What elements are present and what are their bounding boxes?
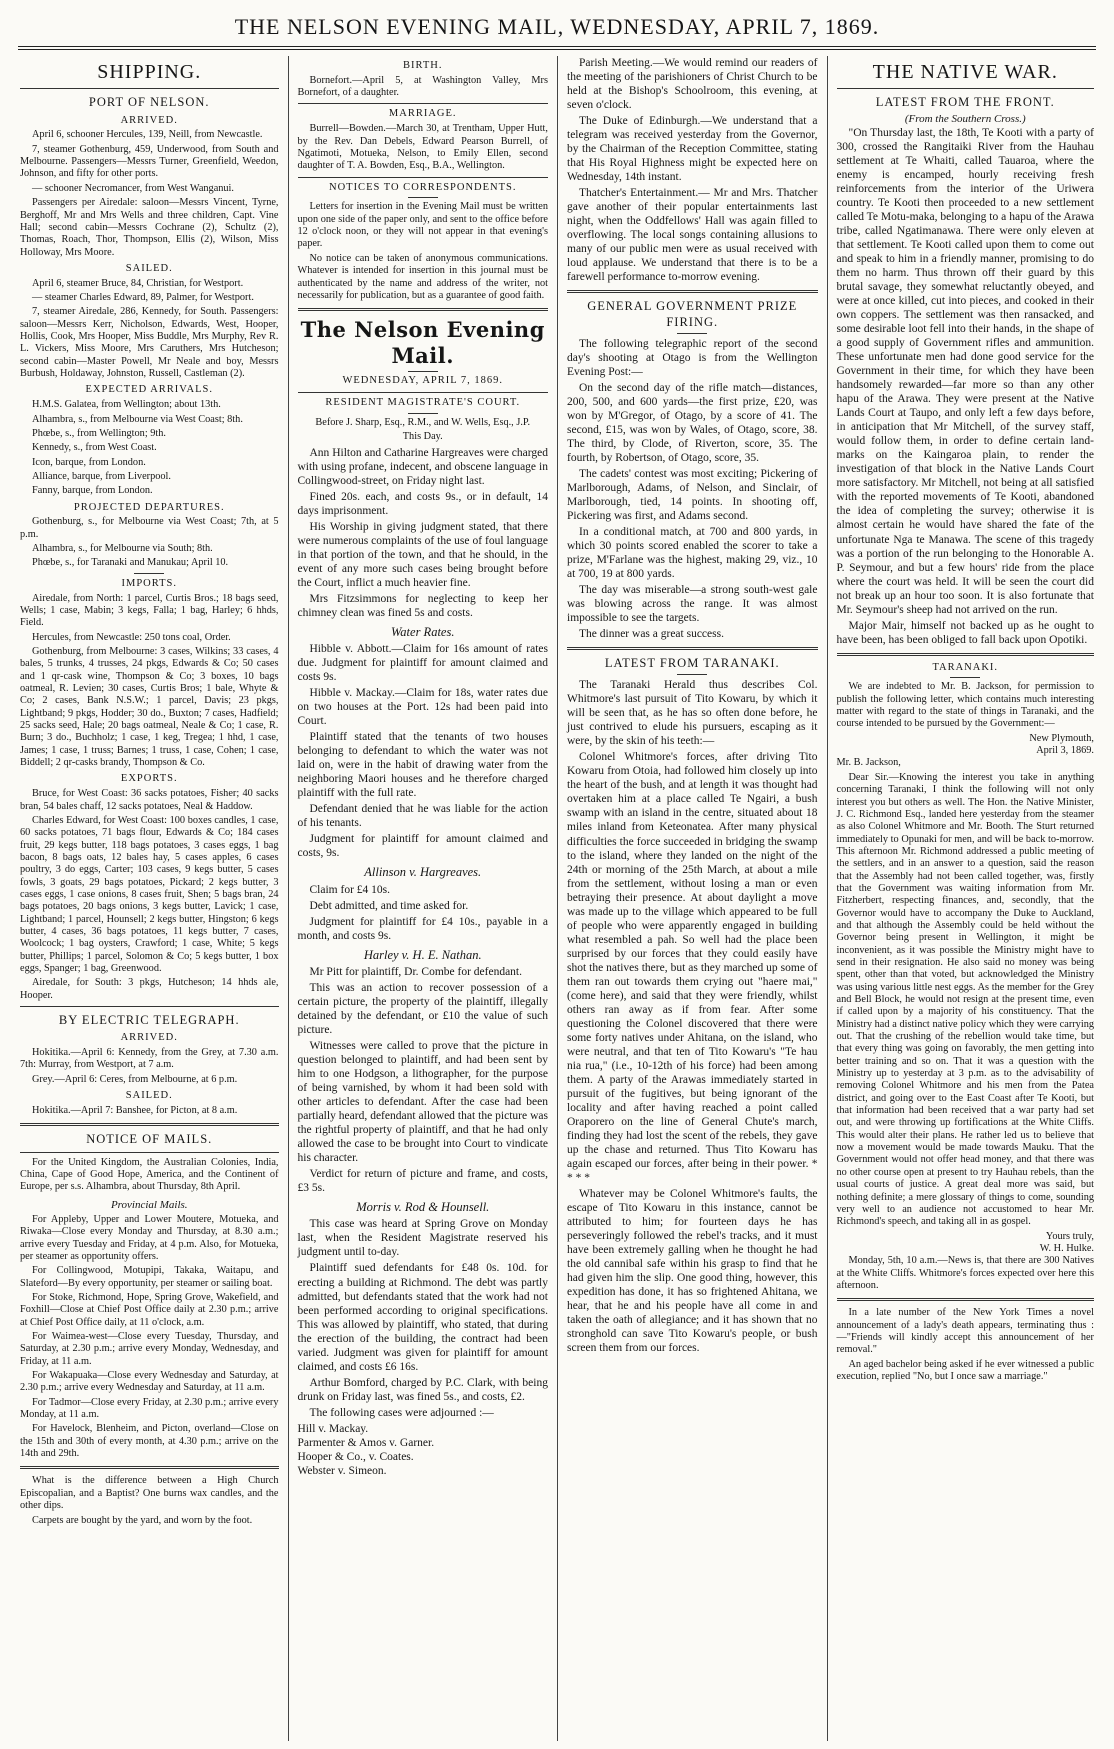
war-paragraph: Major Mair, himself not backed up as he ought to have been, has been obliged to fall back upon Opotiki.: [836, 619, 1094, 646]
adjourned-case: Hooper & Co., v. Coates.: [297, 1450, 414, 1463]
allinson-case-heading: Allinson v. Hargreaves.: [364, 865, 482, 880]
projected-item: Gothenburg, s., for Melbourne via West Coast; 7th, at 5 p.m.: [20, 516, 279, 540]
court-before: Before J. Sharp, Esq., R.M., and W. Wells, Esq., J.P.: [315, 417, 531, 429]
taranaki-intro: We are indebted to Mr. B. Jackson, for permission to publish the following letter, which contains much interesting matter with regard to the state of things in Taranaki, and the course intended to be pursued by the Government:—: [836, 681, 1094, 730]
taranaki-heading: TARANAKI.: [932, 661, 999, 673]
court-paragraph: Claim for £4 10s.: [309, 883, 390, 896]
court-paragraph: Arthur Bomford, charged by P.C. Clark, with being drunk on Friday last, was fined 5s., and costs, £2.: [297, 1376, 548, 1403]
court-paragraph: Plaintiff stated that the tenants of two houses belonging to defendant to which the water was not laid on, were in the habit of drawing water from the neighboring Maori houses and he therefore charged plaintiff with the full rate.: [297, 731, 548, 800]
expected-item: Kennedy, s., from West Coast.: [32, 442, 157, 454]
imports-list: [20, 593, 279, 770]
court-paragraph: The following cases were adjourned :—: [309, 1406, 494, 1419]
letter-closing: Yours truly,: [1045, 1230, 1094, 1242]
projected-item: Phœbe, s., for Taranaki and Manukau; April 10.: [32, 557, 229, 569]
provincial-item: For Collingwood, Motupipi, Takaka, Waitapu, and Slateford—By every opportunity, per steamer or sailing boat.: [20, 1265, 279, 1289]
telegraph-sailed-heading: SAILED.: [125, 1090, 173, 1102]
native-war-heading: THE NATIVE WAR.: [872, 61, 1058, 83]
court-paragraph: This was an action to recover possession of a certain picture, the property of the plaintiff, illegally detained by the defendant, or £10 the value of such picture.: [297, 981, 548, 1036]
provincial-list: [20, 1214, 279, 1461]
expected-item: Icon, barque, from London.: [32, 456, 146, 468]
court-paragraph: Fined 20s. each, and costs 9s., or in default, 14 days imprisonment.: [297, 490, 548, 517]
provincial-heading: Provincial Mails.: [110, 1198, 188, 1211]
sailed-heading: SAILED.: [125, 262, 173, 274]
sailed-item: 7, steamer Airedale, 286, Kennedy, for South. Passengers: saloon—Messrs Kerr, Nicholson, Edwards, West, Hooper, Hollis, Cook, Mrs Hooper, Miss Buddle, Mrs Murphy, Rev R. L. Vickers, Miss Moore, Mrs Caruthers, Mrs Hutcheson; second cabin—Master Powell, Mr Neale and boy, Messrs Burbush, Holdaway, Johnston, Russell, Castleman (2).: [20, 306, 279, 380]
morris-case-heading: Morris v. Rod & Hounsell.: [356, 1200, 490, 1215]
page-columns: [18, 56, 1096, 1741]
court-paragraph: Hibble v. Mackay.—Claim for 18s, water rates due on two houses at the Port. 12s had been paid into Court.: [297, 687, 548, 728]
arrived-item: 7, steamer Gothenburg, 459, Underwood, from South and Melbourne. Passengers—Messrs Turner, Greenfield, Weedon, Johnson, and fifty for other ports.: [20, 143, 279, 180]
prize-paragraph: The day was miserable—a strong south-west gale was blowing across the range. It was almost impossible to see the targets.: [567, 584, 818, 625]
telegraph-sailed-list: [20, 1105, 279, 1117]
provincial-item: For Appleby, Upper and Lower Moutere, Motueka, and Riwaka—Close every Monday and Thursday, at 8.30 a.m.; arrive every Tuesday and Friday, at 4 p.m. Also, for Motueka, per steamer as opportunity offers.: [20, 1213, 279, 1262]
filler-item: An aged bachelor being asked if he ever witnessed a public execution, replied "No, but I once saw a marriage.": [836, 1358, 1094, 1382]
court-paragraph: Debt admitted, and time asked for.: [309, 899, 469, 912]
court-paragraph: Witnesses were called to prove that the picture in question belonged to plaintiff, and had been sent by him to one Hodgson, a lithographer, for the purpose of being varnished, by whom it had been sold with other articles to defendant. After the case had been partially heard, defendant allowed that the picture was the rightful property of plaintiff, and that he had only allowed the case to be brought into Court to vindicate his character.: [297, 1040, 548, 1165]
letter-place: New Plymouth,: [1029, 732, 1094, 744]
sailed-item: — steamer Charles Edward, 89, Palmer, for Westport.: [32, 292, 254, 304]
telegraph-item: Hokitika.—April 7: Banshee, for Picton, at 8 a.m.: [32, 1104, 238, 1116]
provincial-item: For Havelock, Blenheim, and Picton, overland—Close on the 15th and 30th of every month, at 4.30 p.m.; arrive on the 14th and 29th.: [20, 1423, 279, 1460]
court-paragraph: His Worship in giving judgment stated, that there were numerous complaints of the use of foul language in that portion of the town, and that he should, in the event of any more such cases being brought before the Court, inflict a much heavier fine.: [297, 520, 548, 589]
sailed-item: April 6, steamer Bruce, 84, Christian, for Westport.: [32, 277, 244, 289]
local-paragraph: Thatcher's Entertainment.— Mr and Mrs. Thatcher gave another of their popular entertainments last night, when the Oddfellows' Hall was again filled to overflowing. The local songs containing allusions to many of our public men were as usual received with loud applause. We understand that there is to be a farewell performance to-morrow evening.: [567, 187, 818, 284]
import-item: Gothenburg, from Melbourne: 3 cases, Wilkins; 33 cases, 4 bales, 5 trunks, 4 trusses, 24 pkgs, Edwards & Co; 50 cases and 1 qr-cask wine, Thompson & Co; 3 boxes, 10 bags oatmeal, R. Levien; 30 cases, Curtis Bros; 1 bale, Whyte & Co; 2 cases, Bank N.S.W.; 1 parcel, Davis; 23 pkgs, Lightband; 9 pkgs, Hodder; 30 do., Buxton; 7 cases, Hadfield; 25 sacks seed, Hale; 20 bags oatmeal, Neale & Co; 1 case, R. Burn; 3 do., Buchholz; 1 case, 1 keg, Tregea; 1 hhd, 1 case, James; 1 case, 1 truss; Barnes; 1 truss, 1 case, Cohen; 1 case, Biddell; 2 qr-casks brandy, Thompson & Co.: [20, 645, 279, 769]
projected-item: Alhambra, s., for Melbourne via South; 8th.: [32, 543, 213, 555]
mails-heading: NOTICE OF MAILS.: [86, 1132, 213, 1147]
court-paragraph: Ann Hilton and Catharine Hargreaves were charged with using profane, indecent, and obscene language in Collingwood-street, on Friday night last.: [297, 446, 548, 487]
arrived-heading: ARRIVED.: [120, 114, 178, 126]
expected-item: Phœbe, s., from Wellington; 9th.: [32, 427, 166, 439]
prize-paragraph: The following telegraphic report of the second day's shooting at Otago is from the Wellington Evening Post:—: [567, 337, 818, 378]
port-heading: PORT OF NELSON.: [88, 95, 210, 110]
expected-item: Fanny, barque, from London.: [32, 485, 153, 497]
local-paragraph: The Duke of Edinburgh.—We understand that a telegram was received yesterday from the Governor, by the Chairman of the Reception Committee, stating that His Royal Highness might be expected here on Wednesday, 14th instant.: [567, 115, 818, 184]
paper-title-banner: The Nelson Evening Mail.: [300, 317, 545, 368]
provincial-item: For Tadmor—Close every Friday, at 2.30 p.m.; arrive every Monday, at 11 a.m.: [20, 1396, 279, 1421]
court-paragraph: Defendant denied that he was liable for the action of his tenants.: [297, 803, 548, 830]
court-paragraph: Hibble v. Abbott.—Claim for 16s amount of rates due. Judgment for plaintiff for amount claimed and costs 9s.: [297, 643, 548, 684]
provincial-item: For Wakapuaka—Close every Wednesday and Saturday, at 2.30 p.m.; arrive every Wednesday and Saturday, at 11 a.m.: [20, 1370, 279, 1394]
arrived-list: [20, 129, 279, 258]
mails-intro: For the United Kingdom, the Australian Colonies, India, China, Cape of Good Hope, America, and the Continent of Europe, per s.s. Alhambra, about Thursday, 8th April.: [20, 1156, 279, 1193]
letter-body: Dear Sir.—Knowing the interest you take in anything concerning Taranaki, I think the following will not only interest you but others as well. The Hon. the Native Minister, J. C. Richmond Esq., landed here yesterday from the steamer as also Colonel Whitmore and Mr. Booth. The Sturt returned immediately to Opunaki for men, and will be back to-morrow. This afternoon Mr. Richmond addressed a public meeting of the settlers, and in an answer to a question, said the reason that the Assembly had not been called together, was, firstly that the Government was waiting information from Mr. Fitzherbert, respecting finances, and, secondly, that the Governor would have to accompany the Duke to Auckland, and that although the Assembly could be held without the Governor being present in Wellington, it might be inconvenient, as it was possible the Ministry might have to send in their resignation. He also said no money was being spent, other than that voted, but acknowledged the Ministry was using various little nest eggs. As the member for the Grey and Bell Block, he would not resign at the present time, even if called upon by a majority of his constituency. That the Ministry had a distinct native policy which they were carrying out. That the crushing of the rebellion would take time, but that every thing was going on favorably, the men getting into better training and so on. That it was a question with the Ministry up to yesterday at 3 p.m. as to the advisability of removing Colonel Whitmore and his men from the Patea district, and going over to the East Coast after Te Kooti, but that information had been received that a war party had set out, and were throwing up fortifications at the White Cliffs. This would alter their plans. He rather led us to believe that now a movement would be made towards Mauku. That the Government would not offer head money, and that there was no other course open at present to try Hauhau rebels, than the usual courts of justice. A great deal more was said, but nothing definite; a mere glossary of things to come, sounding very well to an audience not accustomed to hear Mr. Richmond's speech, and taking all in as gospel.: [836, 771, 1094, 1228]
arrived-item: Passengers per Airedale: saloon—Messrs Vincent, Tyrne, Berghoff, Mr and Mrs Wells and three children, Capt. Vine Hall; second cabin—Messrs Cochrane (2), Schultz (2), Thomas, Roach, Thor, Thompson, Ellis (2), Wilson, Miss Holloway, Mrs Moore.: [20, 197, 279, 258]
harley-case-heading: Harley v. H. E. Nathan.: [363, 947, 482, 962]
telegraph-arrived-heading: ARRIVED.: [120, 1032, 178, 1044]
taranaki-paragraph: Colonel Whitmore's forces, after driving Tito Kowaru from Otoia, had followed him closely up into the heart of the bush, and at length it was thought had overtaken him at a place called Te Ngairi, a bush swamp with an island in the centre, situated about 18 miles inland from Keteonatea. After many physical difficulties the force succeeded in bridging the swamp to the island, where they landed on the night of the 24th or morning of the 25th March, at about a mile from the settlement, without losing a man or even betraying their presence. At about daylight a move was made up to the village which appeared to be full of people who were apparently engaged in building what resembled a pah. So well had the place been surprised by our forces that they could easily have shot the natives there, but as they marched up some of them ran out towards them crying out "haere mai," (come here), and said that they were friendly, whilst others ran away as if from fear. After some questioning the Colonel discovered that there were some forty natives under Ahitana, on the island, who were neutral, and that ten of Tito Kowaru's "Te hau nia rua," (i.e., 10-12th of his force) had been among them. A party of the Arawas immediately started in pursuit of the fugitives, but being ignorant of the locality and after having reached a point called Oraporero on the line of General Chute's march, finding they had lost the scent of the rebels, they gave up the chase and returned. Thus Tito Kowaru has again escaped our forces, after being in their power. * * * *: [567, 751, 818, 1184]
telegraph-item: Grey.—April 6: Ceres, from Melbourne, at 6 p.m.: [32, 1073, 238, 1085]
joke-item: Carpets are bought by the yard, and worn by the foot.: [32, 1514, 253, 1526]
adjourned-case: Parmenter & Amos v. Garner.: [297, 1436, 435, 1449]
letter-postscript: Monday, 5th, 10 a.m.—News is, that there are 300 Natives at the White Cliffs. Whitmore's forces expected over here this afternoon.: [836, 1255, 1094, 1291]
prize-paragraph: In a conditional match, at 700 and 800 yards, in which 30 points scored enabled the scorer to take a prize, M'Farlane was the highest, making 29, viz., 10 at 700, 19 at 800 yards.: [567, 525, 818, 580]
letter-signature: W. H. Hulke.: [1039, 1242, 1094, 1254]
marriage-heading: MARRIAGE.: [388, 108, 457, 120]
dateline: WEDNESDAY, APRIL 7, 1869.: [342, 375, 504, 387]
notice-item: No notice can be taken of anonymous communications. Whatever is intended for insertion in this journal must be authenticated by the name and address of the writer, not necessarily for publication, but as a guarantee of good faith.: [297, 252, 548, 301]
export-item: Airedale, for South: 3 pkgs, Hutcheson; 14 hhds ale, Hooper.: [20, 977, 279, 1001]
expected-list: [20, 399, 279, 497]
expected-item: H.M.S. Galatea, from Wellington; about 13th.: [32, 399, 221, 411]
imports-heading: IMPORTS.: [121, 577, 177, 589]
prize-paragraph: The dinner was a great success.: [579, 628, 724, 641]
adjourned-case: Hill v. Mackay.: [297, 1422, 369, 1435]
water-rates-heading: Water Rates.: [391, 624, 455, 639]
court-paragraph: Plaintiff sued defendants for £48 0s. 10d. for erecting a building at Richmond. The debt was partly admitted, but defendants stated that the work had not been performed according to original specifications. This was allowed by plaintiff, who stated, that during the erection of the building, the contract had been varied. Judgment was given for plaintiff for amount claimed, and costs £6 16s.: [297, 1262, 548, 1373]
column-3: [557, 56, 827, 1741]
exports-heading: EXPORTS.: [120, 773, 178, 785]
column-1: [18, 56, 288, 1741]
taranaki-paragraph: Whatever may be Colonel Whitmore's faults, the escape of Tito Kowaru in this instance, cannot be attributed to him; for fourteen days he has perseveringly followed the rebel's tracks, and it must have been extremely galling when he thought he had the old cannibal safe within his grasp to find that he had given him the slip. One good thing, however, this expedition has done, it has so frightened Ahitana, we hear, that he and his people have all come in and taken the oath of allegiance; and it has shown that no stronghold can save Tito Kowaru's people, or bush screen them from our forces.: [567, 1187, 818, 1355]
projected-list: [20, 516, 279, 569]
export-item: Charles Edward, for West Coast: 100 boxes candles, 1 case, 60 sacks potatoes, 71 bags flour, Edwards & Co; 184 cases fruit, 29 kegs butter, 118 bags potatoes, 3 cases eggs, 1 bag bacon, 8 bags oats, 12 bales hay, 5 cases apples, 6 cases poultry, 3 do eggs, Carter; 103 cases, 9 kegs butter, 5 cases fowls, 3 goats, 29 bags potatoes, Pickard; 2 kegs butter, 3 cases eggs, 1 case onions, 8 cases fruit, Shen; 5 bags bran, 24 bags potatoes, 20 bags onions, 3 kegs butter, Lavick; 1 case, Lightband; 1 parcel, Hounsell; 2 kegs butter, Hingston; 6 kegs butter, 4 cases, 36 bags potatoes, 11 kegs butter, 7 cases, Woolcock; 1 bag oysters, Crawford; 1 case, White; 5 kegs butter, Phillips; 1 parcel, Solomon & Co; 5 kegs butter, 1 box eggs, Spanger; 1 bag, Greenwood.: [20, 814, 279, 975]
expected-item: Alhambra, s., from Melbourne via West Coast; 8th.: [32, 413, 243, 425]
shipping-heading: SHIPPING.: [97, 61, 202, 83]
prize-firing-heading: GENERAL GOVERNMENT PRIZE FIRING.: [587, 299, 798, 329]
front-heading: LATEST FROM THE FRONT.: [875, 95, 1055, 110]
import-item: Airedale, from North: 1 parcel, Curtis Bros.; 18 bags seed, Wells; 1 case, Mabin; 3 kegs, Falla; 1 bag, Harley; 6 hhds, Field.: [20, 592, 279, 629]
projected-heading: PROJECTED DEPARTURES.: [73, 501, 225, 513]
court-paragraph: Judgment for plaintiff for amount claimed and costs, 9s.: [297, 833, 548, 860]
expected-heading: EXPECTED ARRIVALS.: [85, 384, 213, 396]
taranaki-latest-heading: LATEST FROM TARANAKI.: [604, 656, 780, 671]
court-paragraph: Judgment for plaintiff for £4 10s., payable in a month, and costs 9s.: [297, 915, 548, 942]
court-paragraph: Mr Pitt for plaintiff, Dr. Combe for defendant.: [309, 965, 522, 978]
source-credit: (From the Southern Cross.): [904, 112, 1026, 125]
exports-list: [20, 788, 279, 1002]
arrived-item: April 6, schooner Hercules, 139, Neill, from Newcastle.: [32, 129, 263, 141]
joke-item: What is the difference between a High Church Episcopalian, and a Baptist? One burns wax candles, and the other dips.: [20, 1475, 279, 1512]
court-day: This Day.: [402, 431, 443, 443]
local-paragraph: Parish Meeting.—We would remind our readers of the meeting of the parishioners of Christ Church to be held at the Bishop's Schoolroom, this evening, at seven o'clock.: [567, 57, 818, 112]
notices-heading: NOTICES TO CORRESPONDENTS.: [328, 181, 517, 193]
telegraph-item: Hokitika.—April 6: Kennedy, from the Grey, at 7.30 a.m. 7th: Murray, from Westport, at 7 a.m.: [20, 1047, 279, 1071]
column-4: [827, 56, 1097, 1741]
birth-heading: BIRTH.: [403, 60, 443, 71]
marriage-notice: Burrell—Bowden.—March 30, at Trentham, Upper Hutt, by the Rev. Dan Debels, Edward Pearson Burrell, of Ngatimoti, Motueka, Nelson, to Emily Ellen, second daughter of T. A. Bowden, Esq., B.A., Wellington.: [297, 123, 548, 172]
expected-item: Alliance, barque, from Liverpool.: [32, 470, 171, 482]
court-paragraph: Verdict for return of picture and frame, and costs, £3 5s.: [297, 1168, 548, 1195]
notice-item: Letters for insertion in the Evening Mail must be written upon one side of the paper only, and sent to the office before 12 o'clock noon, or they will not appear in that evening's paper.: [297, 201, 548, 250]
import-item: Hercules, from Newcastle: 250 tons coal, Order.: [32, 631, 231, 643]
telegraph-heading: BY ELECTRIC TELEGRAPH.: [58, 1013, 240, 1028]
masthead: THE NELSON EVENING MAIL, WEDNESDAY, APRIL 7, 1869.: [18, 14, 1096, 50]
taranaki-paragraph: The Taranaki Herald thus describes Col. Whitmore's last pursuit of Tito Kowaru, by which it will be seen that, as he has so often done before, he just contrived to elude his pursuers, escaping as it were, by the skin of his teeth:—: [567, 679, 818, 748]
export-item: Bruce, for West Coast: 36 sacks potatoes, Fisher; 40 sacks bran, 54 bales chaff, 12 sacks potatoes, Neal & Haddow.: [20, 788, 279, 812]
column-2: [288, 56, 558, 1741]
letter-addressee: Mr. B. Jackson,: [836, 757, 901, 769]
telegraph-arrived-list: [20, 1047, 279, 1086]
birth-notice: Bornefort.—April 5, at Washington Valley, Mrs Bornefort, of a daughter.: [297, 74, 548, 99]
letter-date: April 3, 1869.: [1036, 745, 1094, 757]
prize-paragraph: On the second day of the rifle match—distances, 200, 500, and 600 yards—the first prize, £20, was won by M'Gregor, of Otago, by a score of 41. The second, £15, was won by Wales, of Otago, score, 38. The third, by Clode, of Riverton, score, 35. The fourth, by Robertson, of Otago, score, 35.: [567, 381, 818, 464]
court-paragraph: Mrs Fitzsimmons for neglecting to keep her chimney clean was fined 5s and costs.: [297, 592, 548, 619]
provincial-item: For Waimea-west—Close every Tuesday, Thursday, and Saturday, at 2.30 p.m.; arrive every Monday, Wednesday, and Friday, at 11 a.m.: [20, 1331, 279, 1367]
sailed-list: [20, 278, 279, 381]
prize-paragraph: The cadets' contest was most exciting; Pickering of Marlborough, Adams, of Nelson, and Sinclair, of Marlborough, tied, 14 points. In shooting off, Pickering was first, and Adams second.: [567, 467, 818, 522]
provincial-item: For Stoke, Richmond, Hope, Spring Grove, Wakefield, and Foxhill—Close at Chief Post Office daily at 2.30 p.m.; arrive at Chief Post Office daily, at 11 o'clock, a.m.: [20, 1292, 279, 1328]
court-paragraph: This case was heard at Spring Grove on Monday last, when the Resident Magistrate reserved his judgment until to-day.: [297, 1218, 548, 1259]
adjourned-case: Webster v. Simeon.: [297, 1464, 387, 1477]
court-heading: RESIDENT MAGISTRATE'S COURT.: [325, 397, 521, 409]
war-paragraph: "On Thursday last, the 18th, Te Kooti with a party of 300, crossed the Rangitaiki River from the Hauhau settlement at Te Whaiti, called Tauaroa, where the enemy is encamped, hourly receiving fresh reinforcements from the interior of the Uriwera country. Te Kooti then proceeded to a new settlement called Te Motu-maka, belonging to a hapu of the Arawa tribe, called Ngatimanawa. There were only eleven at that settlement. Te Kooti called upon them to come out and speak to him in a friendly manner, promising to do them no harm. Thus thrown off their guard by this brutal savage, they somewhat reluctantly obeyed, and were at once killed, cut into pieces, and cooked in their own coppers. The settlement was then ransacked, and some desirable loot fell into their hands, in the shape of a good supply of Government rifles and ammunition. These unfortunate men had done good service for the Government in their time, for which they have been handsomely rewarded—far more so than any other hapu of the Arawa. They were present at the Native Lands Court at Taupo, and only left a few days before, in anticipation that Mr Mitchell, of the survey staff, would follow them, in order to define certain land-marks on the Kaingaroa plain, to render the investigation of that block in the Native Lands Court more satisfactory. Mr Mitchell, not being at all satisfied with the reported movements of Te Kooti, abandoned the idea of completing the survey; otherwise it is almost certain he would have shared the fate of the unfortunate Nga te Manawa. The scene of this tragedy was a portion of the run belonging to the Honorable A. P. Seymour, and but a few hours' ride from the place where the court was held. It will be seen the court did not break up an hour too soon. It is also fortunate that Mr. Seymour's sheep had not arrived on the run.: [836, 127, 1094, 616]
arrived-item: — schooner Necromancer, from West Wanganui.: [32, 182, 234, 194]
filler-item: In a late number of the New York Times a novel announcement of a lady's death appears, terminating thus :—"Friends will kindly accept this announcement of her removal.": [836, 1307, 1094, 1356]
